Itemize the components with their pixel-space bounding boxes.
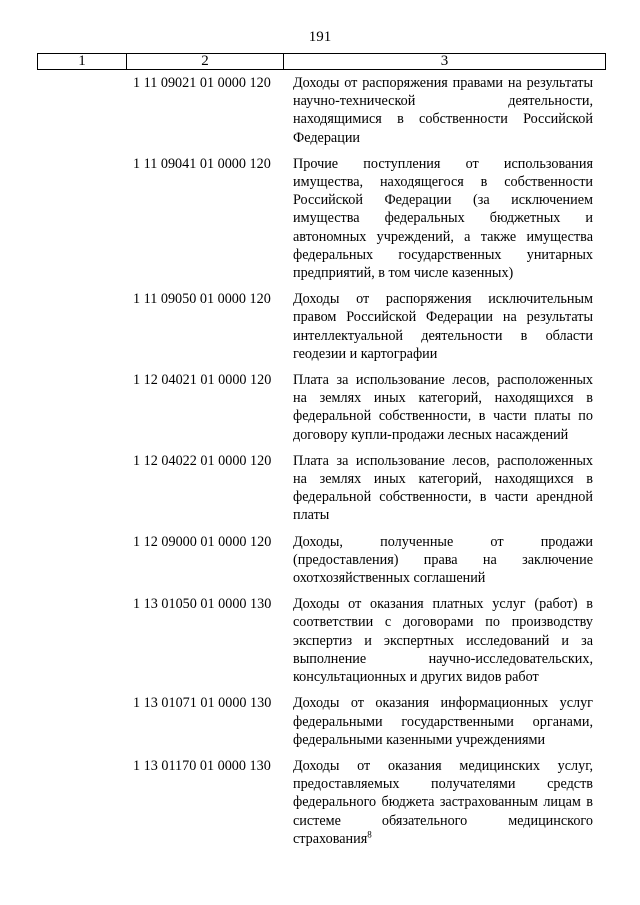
- row-code: 1 11 09021 01 0000 120: [133, 75, 271, 91]
- table-row: [0, 694, 640, 749]
- row-description: Доходы от оказания информационных услуг федеральными государственными органами, федеральными казенными учреждениями: [293, 695, 593, 748]
- table-row: [0, 371, 640, 444]
- row-code: 1 11 09050 01 0000 120: [133, 291, 271, 308]
- table-body: [0, 74, 640, 856]
- table-row: [0, 533, 640, 588]
- table-header: [37, 53, 606, 70]
- header-col-2: 2: [127, 54, 284, 69]
- row-code: 1 12 04021 01 0000 120: [133, 372, 272, 389]
- table-row: [0, 757, 640, 848]
- row-code: 1 12 04022 01 0000 120: [133, 452, 272, 469]
- row-description: [293, 757, 593, 848]
- footnote-marker: 8: [367, 828, 372, 839]
- row-description: Прочие поступления от использования имущества, находящегося в собственности Российской Федерации (за исключением имущества федеральных бюджетных и автономных учреждений, а также имущества федеральных государственных унитарных предприятий, в том числе казенных): [293, 155, 593, 282]
- row-description-text: Доходы от оказания медицинских услуг, предоставляемых получателями средств федерального бюджета застрахованным лицам в системе обязательного медицинского страхования: [293, 757, 593, 847]
- row-code: 1 13 01071 01 0000 130: [133, 695, 272, 712]
- table-row: [0, 595, 640, 686]
- row-code: 1 13 01170 01 0000 130: [133, 757, 271, 774]
- row-description: Доходы от распоряжения правами на результаты научно-технической деятельности, находящимися в собственности Российской Федерации: [293, 75, 593, 146]
- table-row: [0, 290, 640, 363]
- table-row: [0, 155, 640, 282]
- row-description: Доходы от распоряжения исключительным правом Российской Федерации на результаты интеллектуальной деятельности в области геодезии и картографии: [293, 291, 593, 362]
- row-description: Плата за использование лесов, расположенных на землях иных категорий, находящихся в федеральной собственности, в части платы по договору купли-продажи лесных насаждений: [293, 372, 593, 443]
- row-description: Плата за использование лесов, расположенных на землях иных категорий, находящихся в федеральной собственности, в части арендной платы: [293, 452, 593, 524]
- row-code: 1 11 09041 01 0000 120: [133, 155, 271, 172]
- row-description: Доходы, полученные от продажи (предоставления) права на заключение охотхозяйственных соглашений: [293, 533, 593, 587]
- table-row: [0, 74, 640, 147]
- row-code: 1 12 09000 01 0000 120: [133, 533, 272, 550]
- table-row: [0, 452, 640, 525]
- header-col-1: 1: [38, 54, 127, 69]
- header-col-3: 3: [440, 53, 449, 69]
- row-description: Доходы от оказания платных услуг (работ) в соответствии с договорами по производству экспертиз и экспертных исследований и за выполнение научно-исследовательских, консультационных и других видов работ: [293, 596, 593, 686]
- page-number: 191: [308, 29, 332, 45]
- row-code: 1 13 01050 01 0000 130: [133, 596, 272, 613]
